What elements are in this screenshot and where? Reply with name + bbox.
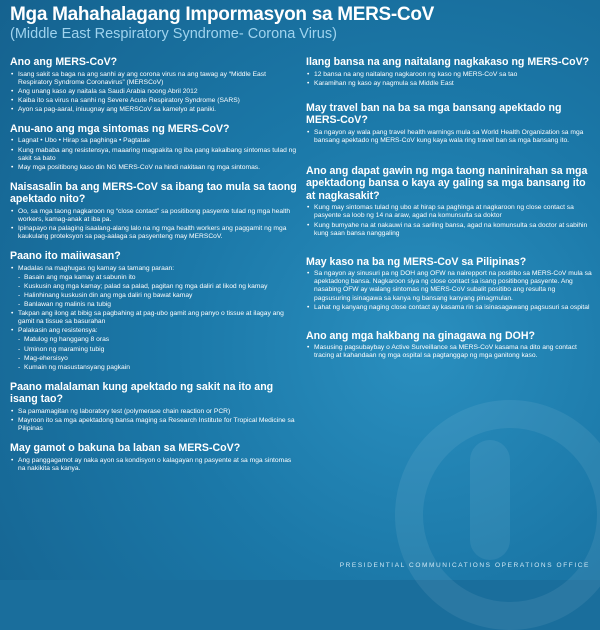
faq-answer-item: • Masusing pagsubaybay o Active Surveillance sa MERS-CoV kasama na dito ang contact tracing at kahandaan ng mga ospital sa pagtanggap ng mga ganitong kaso. [306, 344, 592, 360]
faq-question: Anu-ano ang mga sintomas ng MERS-CoV? [10, 122, 230, 135]
left-column [10, 56, 300, 482]
faq-answer-item: - Uminon ng maraming tubig [10, 346, 300, 354]
faq-answer-item: - Banlawan ng malinis na tubig [10, 301, 300, 309]
faq-answer-item: • Karamihan ng kaso ay nagmula sa Middle East [306, 80, 592, 88]
faq-answer-list [306, 270, 592, 311]
faq-answer-list [10, 208, 300, 241]
faq-section [306, 165, 592, 238]
faq-answer-item: • Madalas na maghugas ng kamay sa tamang paraan: [10, 265, 300, 273]
faq-section [10, 250, 300, 372]
faq-answer-item: • Sa pamamagitan ng laboratory test (polymerase chain reaction or PCR) [10, 408, 300, 416]
faq-answer-item: • Oo, sa mga taong nagkaroon ng “close contact” sa positibong pasyente tulad ng mga health workers, kamag-anak at iba pa. [10, 208, 300, 224]
faq-answer-item: • Isang sakit sa baga na ang sanhi ay ang corona virus na ang tawag ay “Middle East Respiratory Syndrome Coronavirus” (MERSCoV) [10, 71, 300, 87]
faq-section [10, 442, 300, 473]
faq-answer-list [306, 344, 592, 360]
faq-section [10, 381, 300, 433]
faq-answer-list [10, 71, 300, 114]
faq-answer-list [306, 204, 592, 237]
faq-answer-item: - Halinhinang kuskusin din ang mga daliri ng bawat kamay [10, 292, 300, 300]
faq-answer-item: • Sa ngayon ay wala pang travel health warnings mula sa World Health Organization sa mga bansang apektado ng MERS-CoV kung kaya wala ring travel ban sa mga bansang ito. [306, 129, 592, 145]
faq-question: May gamot o bakuna ba laban sa MERS-CoV? [10, 442, 241, 455]
faq-answer-list [306, 129, 592, 145]
faq-answer-item: • Ayon sa pag-aaral, iniuugnay ang MERSCoV sa kamelyo at paniki. [10, 106, 300, 114]
faq-question: Ano ang dapat gawin ng mga taong naninirahan sa mga apektadong bansa o kaya ay galing sa mga bansang ito at nagkasakit? [306, 164, 588, 202]
faq-question: Paano malalaman kung apektado ng sakit na ito ang isang tao? [10, 380, 274, 406]
faq-answer-item: • Lahat ng kanyang naging close contact ay kasama rin sa isinasagawang pagsusuri sa ospital [306, 304, 592, 312]
faq-answer-item: - Matulog ng hanggang 8 oras [10, 336, 300, 344]
faq-answer-item: • 12 bansa na ang naitalang nagkaroon ng kaso ng MERS-CoV sa tao [306, 71, 592, 79]
faq-question: Paano ito maiiwasan? [10, 250, 121, 263]
faq-answer-item: • Kung may sintomas tulad ng ubo at hirap sa paghinga at nagkaroon ng close contact sa pasyente sa loob ng 14 na araw, agad na komunsulta sa doktor [306, 204, 592, 220]
faq-answer-item: • May mga positibong kaso din NG MERS-CoV na hindi nakitaan ng mga sintomas. [10, 164, 300, 172]
faq-question: Naisasalin ba ang MERS-CoV sa ibang tao mula sa taong apektado nito? [10, 180, 297, 206]
header [10, 4, 590, 43]
page-title: Mga Mahahalagang Impormasyon sa MERS-CoV [10, 4, 435, 25]
footer-agency: PRESIDENTIAL COMMUNICATIONS OPERATIONS OFFICE [339, 562, 590, 569]
faq-question: May travel ban na ba sa mga bansang apektado ng MERS-CoV? [306, 101, 562, 127]
faq-answer-item: • Palakasin ang resistensya: [10, 327, 300, 335]
faq-answer-item: - Basain ang mga kamay at sabunin ito [10, 274, 300, 282]
faq-answer-list [10, 137, 300, 171]
logo-watermark-i [470, 440, 510, 560]
faq-section [10, 56, 300, 114]
faq-answer-item: • Kung mababa ang resistensya, maaaring magpakita ng iba pang kakaibang sintomas tulad ng sakit sa bato [10, 147, 300, 163]
faq-answer-item: - Mag-ehersisyo [10, 355, 300, 363]
faq-question: Ilang bansa na ang naitalang nagkakaso ng MERS-CoV? [306, 56, 590, 68]
faq-section [10, 181, 300, 241]
faq-answer-list [10, 265, 300, 372]
faq-answer-item: • Kung bumyahe na at nakauwi na sa sariling bansa, agad na komunsulta sa doctor at sabihin kung saan bansa nanggaling [306, 222, 592, 238]
faq-section [306, 330, 592, 361]
faq-answer-item: - Kuskusin ang mga kamay; palad sa palad, pagitan ng mga daliri at likod ng kamay [10, 283, 300, 291]
faq-answer-item: • Kaiba ito sa virus na sanhi ng Severe Acute Respiratory Syndrome (SARS) [10, 97, 300, 105]
faq-question: Ano ang mga hakbang na ginagawa ng DOH? [306, 329, 535, 342]
faq-answer-item: • Takpan ang ilong at bibig sa pagbahing at pag-ubo gamit ang panyo o tissue at ilagay ang gamit na tissue sa basurahan [10, 310, 300, 326]
faq-answer-item: • Ipinapayo na palaging isaalang-alang lalo na ng mga health workers ang paggamit ng mga kaukulang proteksyon sa pag-aalaga sa pasyenteng may MERSCoV. [10, 225, 300, 241]
faq-answer-item: • Ang unang kaso ay naitala sa Saudi Arabia noong Abril 2012 [10, 88, 300, 96]
faq-question: May kaso na ba ng MERS-CoV sa Pilipinas? [306, 255, 527, 268]
faq-section [306, 256, 592, 312]
faq-answer-item: - Kumain ng masustansyang pagkain [10, 364, 300, 372]
faq-answer-item: • Sa ngayon ay sinusuri pa ng DOH ang OFW na nairepport na positibo sa MERS-CoV mula sa apektadong bansa. Nagkaroon siya ng close contact sa isang positibong pasyente. Ang nasabing OFW ay walang sintomas ng MERS-CoV subalit positibo ang resulta ng pagsusuring isinagawa sa kanya ng bansang kanyang pinagmulan. [306, 270, 592, 302]
faq-answer-item: • Lagnat • Ubo • Hirap sa paghinga • Pagtatae [10, 137, 300, 145]
faq-section [306, 56, 592, 88]
faq-answer-list [10, 408, 300, 433]
faq-section [10, 123, 300, 172]
faq-section [306, 102, 592, 145]
faq-answer-list [306, 71, 592, 88]
page-subtitle: (Middle East Respiratory Syndrome- Corona Virus) [10, 26, 337, 42]
faq-answer-item: • Mayroon ito sa mga apektadong bansa maging sa Research Institute for Tropical Medicine sa Pilipinas [10, 417, 300, 433]
faq-question: Ano ang MERS-CoV? [10, 56, 118, 68]
faq-answer-item: • Ang panggagamot ay naka ayon sa kondisyon o kalagayan ng pasyente at sa mga sintomas na nakikita sa kanya. [10, 457, 300, 473]
faq-answer-list [10, 457, 300, 473]
right-column [306, 56, 592, 361]
